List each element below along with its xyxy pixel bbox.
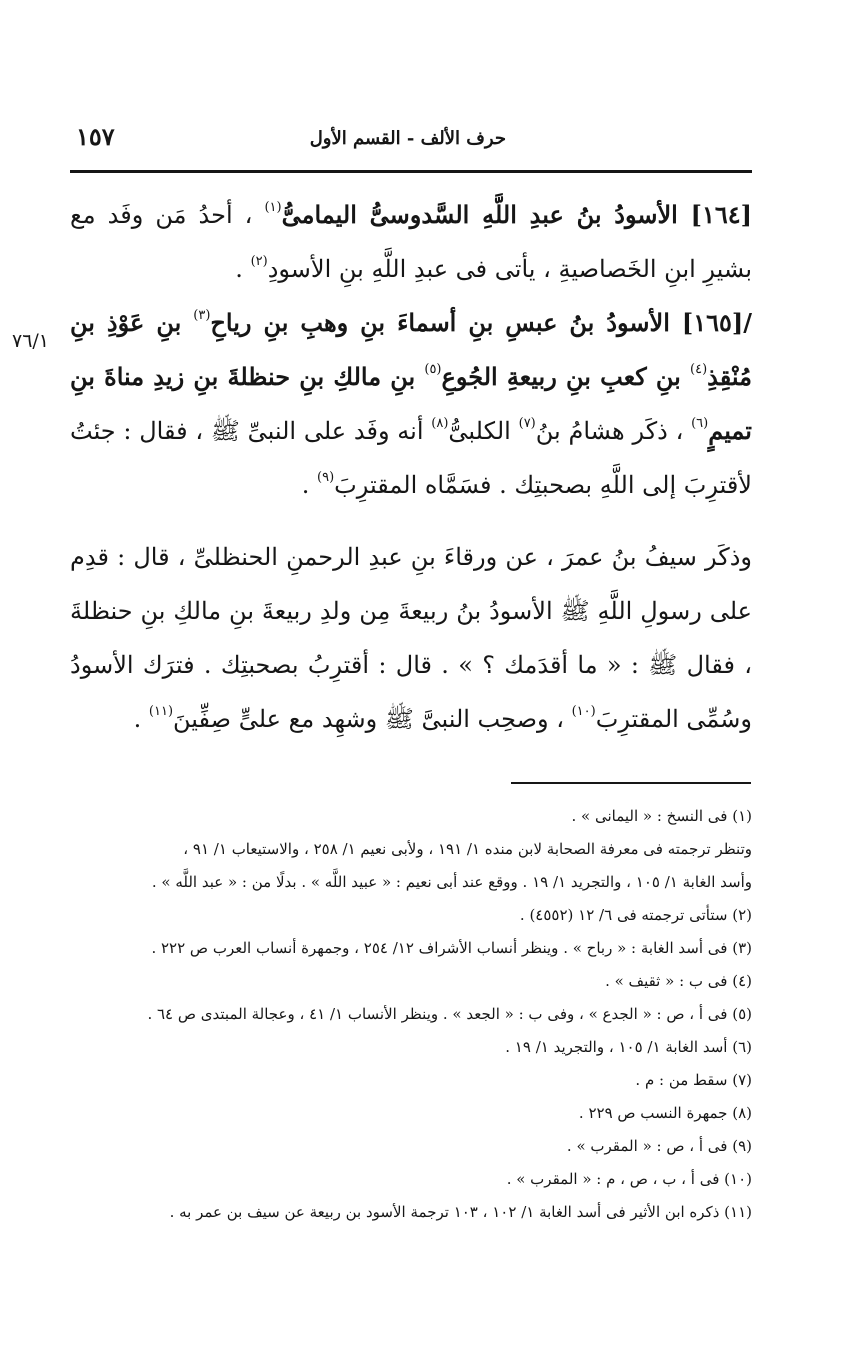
entry-text: ، أحدُ مَن وفَد مع بشيرِ ابنِ الخَصاصيةِ ، يأتى فى عبدِ اللَّهِ بنِ الأسودِ: [70, 201, 752, 283]
footnote-marker: (١١): [148, 704, 174, 719]
footnote: (١١) ذكره ابن الأثير فى أسد الغابة ١/ ١٠٢ ، ١٠٣ ترجمة الأسود بن ربيعة عن سيف بن عمر به .: [169, 1203, 752, 1221]
footnote-marker: (٧): [518, 416, 536, 431]
footnote: (٩) فى أ ، ص : « المقرب » .: [566, 1137, 752, 1155]
entry-title-part: بنِ كعبِ بنِ ربيعةِ الجُوعِ: [441, 362, 691, 391]
margin-reference: ٧٦/١: [12, 330, 50, 352]
footnote: (١) فى النسخ : « اليمانى » .: [571, 807, 752, 825]
entry-end: .: [133, 705, 149, 733]
entry-text: أنه وفَد على النبىِّ ﷺ ، فقال : جئتُ لأقترِبَ إلى اللَّهِ بصحبتِك . فسَمَّاه المقترِبَ: [70, 417, 752, 499]
entry-164: [70, 188, 752, 296]
footnote-marker: (٣): [193, 308, 211, 323]
entry-title-part: بنِ مالكِ بنِ حنظلةَ بنِ زيدِ مناةَ بنِ تميمٍ: [70, 362, 752, 445]
entry-text: ، ذكَر هشامُ بنُ: [535, 417, 692, 445]
running-title: حرف الألف - القسم الأول: [309, 128, 506, 149]
entry-end: .: [235, 255, 251, 283]
footnote-marker: (٤): [690, 362, 708, 377]
footnote-marker: (٥): [424, 362, 442, 377]
entry-165: [70, 296, 752, 512]
footnote: (٦) أسد الغابة ١/ ١٠٥ ، والتجريد ١/ ١٩ .: [505, 1038, 752, 1056]
entry-end: .: [301, 471, 318, 499]
entry-title-part: بنِ عَوْذِ بنِ مُنْقِذِ: [70, 308, 752, 391]
footnote-rule: [511, 782, 751, 784]
footnote: (٨) جمهرة النسب ص ٢٢٩ .: [578, 1104, 752, 1122]
entry-text: وذكَر سيفُ بنُ عمرَ ، عن ورقاءَ بنِ عبدِ الرحمنِ الحنظلىِّ ، قال : قدِم على رسولِ اللَّهِ ﷺ الأسودُ بنُ ربيعةَ مِن ولدِ ربيعةَ بنِ مالكِ بنِ حنظلةَ ، فقال ﷺ : « ما أقدَمك ؟ » . قال : أقترِبُ بصحبتِك . فترَك الأسودُ وسُمِّى المقترِبَ: [70, 543, 752, 733]
footnote-marker: (١): [264, 200, 282, 215]
entry-165-continuation: [70, 530, 752, 746]
entry-text: ، وصحِب النبىَّ ﷺ وشهِد مع علىٍّ صِفِّينَ: [173, 705, 572, 733]
footnote: (٤) فى ب : « ثقيف » .: [605, 972, 752, 990]
footnote-marker: (٩): [317, 470, 335, 485]
footnote-marker: (١٠): [571, 704, 596, 719]
footnote: (٧) سقط من : م .: [635, 1071, 752, 1089]
footnote: (٣) فى أسد الغابة : « رباح » . وينظر أنساب الأشراف ١٢/ ٢٥٤ ، وجمهرة أنساب العرب ص ٢٢٢ .: [151, 939, 752, 957]
entry-title: [١٦٤] الأسودُ بنُ عبدِ اللَّهِ السَّدوسىُّ اليمامىُّ: [281, 200, 753, 229]
footnote-marker: (٦): [691, 416, 709, 431]
footnote: وتنظر ترجمته فى معرفة الصحابة لابن منده ١/ ١٩١ ، ولأبى نعيم ١/ ٢٥٨ ، والاستيعاب ١/ ٩١ ،: [183, 840, 752, 858]
footnote: وأسد الغابة ١/ ١٠٥ ، والتجريد ١/ ١٩ . ووقع عند أبى نعيم : « عبيد اللَّه » . بدلًا من : « عبد اللَّه » .: [151, 873, 752, 891]
footnote: (١٠) فى أ ، ب ، ص ، م : « المقرب » .: [506, 1170, 752, 1188]
footnote: (٢) ستأتى ترجمته فى ٦/ ١٢ (٤٥٥٢) .: [519, 906, 752, 924]
page-header: [70, 118, 750, 158]
main-text: [70, 188, 752, 746]
entry-title: /[١٦٥] الأسودُ بنُ عبسِ بنِ أسماءَ بنِ وهبِ بنِ رياحِ: [210, 308, 752, 337]
footnote-marker: (٨): [431, 416, 449, 431]
page-number: ١٥٧: [76, 122, 115, 151]
header-rule: [70, 170, 752, 173]
footnote-marker: (٢): [250, 254, 268, 269]
footnote: (٥) فى أ ، ص : « الجدع » ، وفى ب : « الجعد » . وينظر الأنساب ١/ ٤١ ، وعجالة المبتدى ص ٦٤ .: [147, 1005, 752, 1023]
footnotes: [70, 800, 752, 1229]
entry-text: الكلبىُّ: [448, 417, 519, 445]
